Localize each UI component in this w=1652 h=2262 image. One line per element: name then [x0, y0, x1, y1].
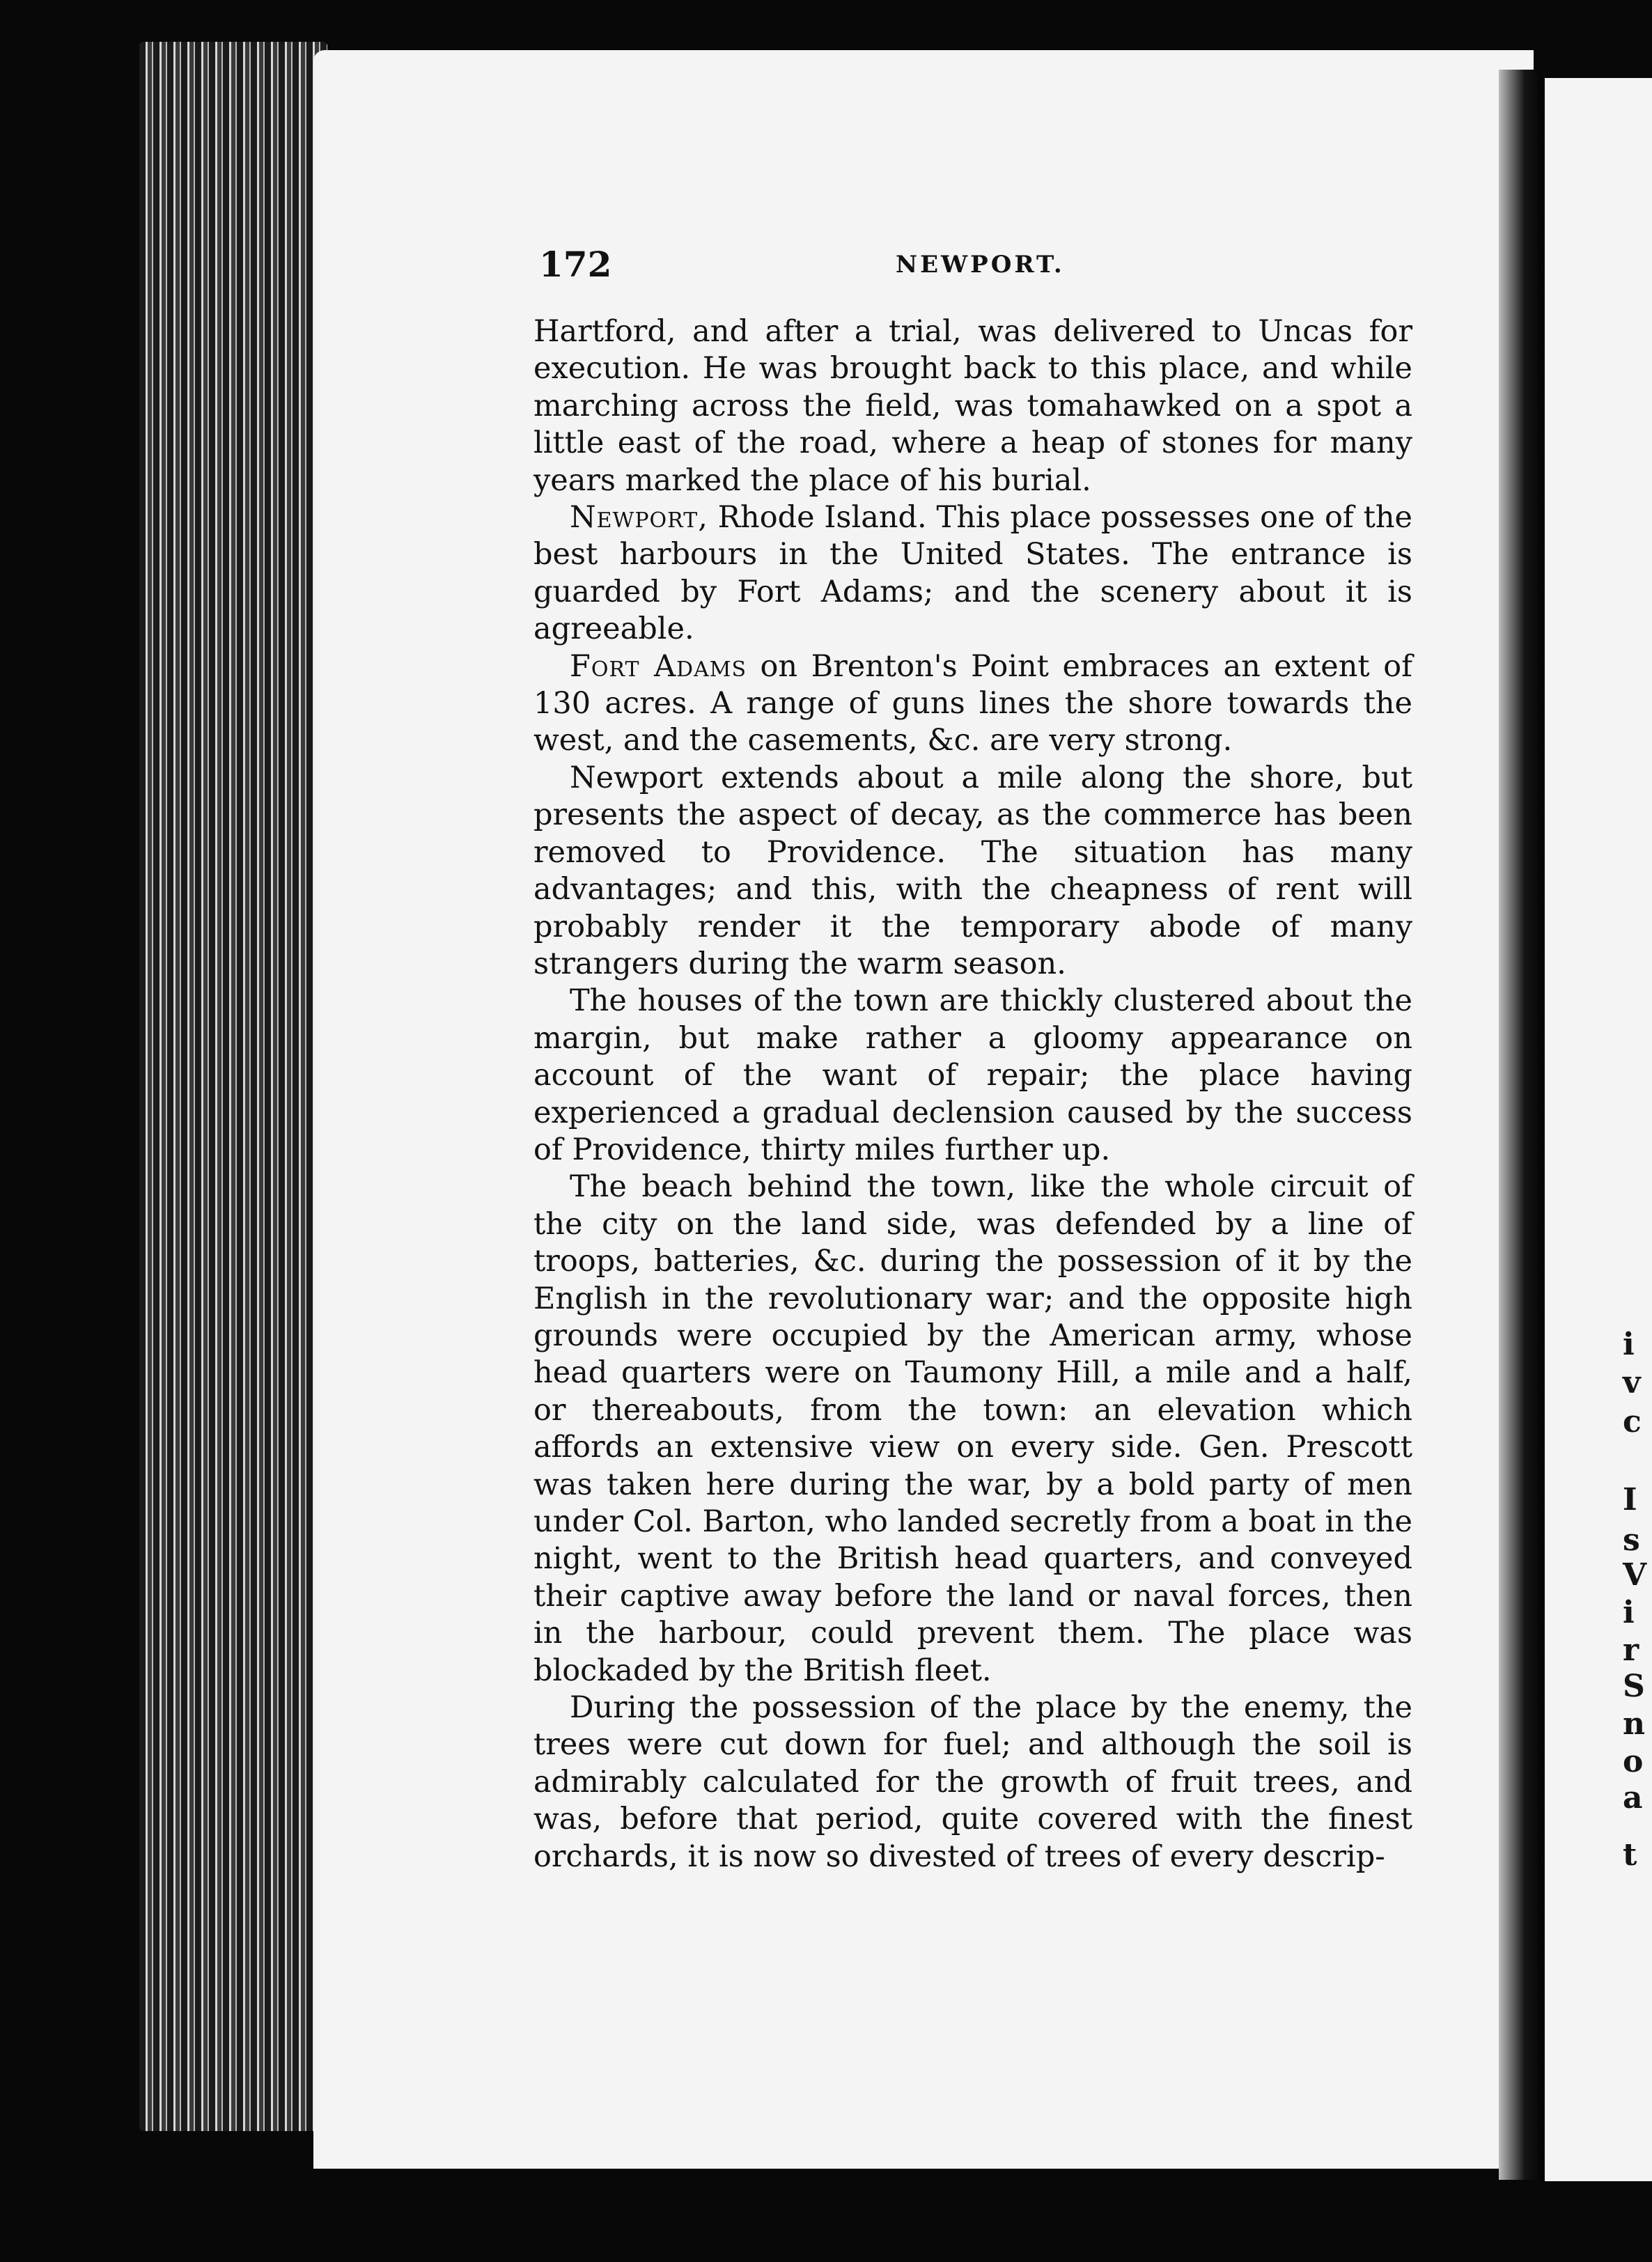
facing-page-letter: a — [1623, 1780, 1643, 1816]
paragraph-3 — [533, 648, 1412, 760]
facing-page-letter: c — [1623, 1404, 1642, 1440]
facing-page-letter: r — [1623, 1632, 1639, 1668]
book-page-edges — [139, 42, 327, 2131]
facing-page-letter: I — [1623, 1482, 1637, 1518]
paragraph-2 — [533, 499, 1412, 648]
facing-page-letter: o — [1623, 1744, 1644, 1779]
paragraph-3-text: on Brenton's Point embraces an extent of 130 acres. A range of guns lines the shore towards the west, and the casements, &c. are very strong. — [533, 648, 1412, 758]
page-header — [533, 237, 1412, 292]
running-head: NEWPORT. — [896, 251, 1065, 279]
facing-page-letter: S — [1623, 1669, 1645, 1704]
page-content — [533, 237, 1412, 1875]
place-name: Newport, — [570, 500, 708, 536]
facing-page-letter: v — [1623, 1365, 1641, 1401]
facing-page-letter: i — [1623, 1595, 1635, 1630]
facing-page-letter: n — [1623, 1706, 1645, 1742]
page-number: 172 — [539, 244, 612, 285]
book-gutter — [1499, 70, 1542, 2180]
paragraph-5: The houses of the town are thickly clustered about the margin, but make rather a gloomy appearance on account of the want of repair; the place having experienced a gradual declension caused by the success of Providence, thirty miles further up. — [533, 983, 1412, 1167]
paragraph-1: Hartford, and after a trial, was delivered to Uncas for execution. He was brought back to this place, and while marching across the field, was tomahawked on a spot a little east of the road, where a heap of stones for many years marked the place of his burial. — [533, 314, 1412, 498]
paragraph-6: The beach behind the town, like the whole circuit of the city on the land side, was defended by a line of troops, batteries, &c. during the possession of it by the English in the revolutionary war; and the opposite high grounds were occupied by the American army, whose head quarters were on Taumony Hill, a mile and a half, or thereabouts, from the town: an elevation which affords an extensive view on every side. Gen. Prescott was taken here during the war, by a bold party of men under Col. Barton, who landed secretly from a boat in the night, went to the British head quarters, and conveyed their captive away before the land or naval forces, then in the harbour, could prevent them. The place was blockaded by the British fleet. — [533, 1169, 1412, 1688]
place-name: Fort Adams — [570, 648, 747, 684]
paragraph-7: During the possession of the place by the enemy, the trees were cut down for fuel; and although the soil is admirably calculated for the growth of fruit trees, and was, before that period, quite covered with the finest orchards, it is now so divested of trees of every descrip- — [533, 1690, 1412, 1874]
facing-page-letter: V — [1623, 1557, 1647, 1593]
facing-page-letter: i — [1623, 1327, 1635, 1362]
facing-page-letter: s — [1623, 1522, 1640, 1558]
facing-page-letter: t — [1623, 1837, 1637, 1873]
paragraph-2-text: Rhode Island. This place possesses one of the best harbours in the United States. The entrance is guarded by Fort Adams; and the scenery about it is agreeable. — [533, 500, 1412, 647]
paragraph-4: Newport extends about a mile along the shore, but presents the aspect of decay, as the commerce has been removed to Providence. The situation has many advantages; and this, with the cheapness of rent will probably render it the temporary abode of many strangers during the warm season. — [533, 760, 1412, 981]
